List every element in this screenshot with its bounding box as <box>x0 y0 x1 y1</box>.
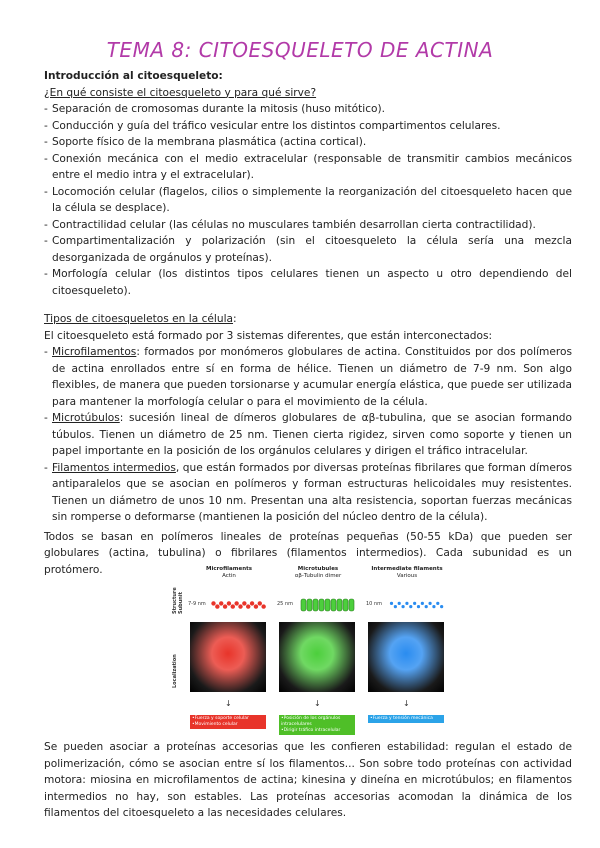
intro-list-item: - Contractilidad celular (las células no musculares también desarrollan cierta contractilidad). <box>44 217 572 234</box>
intro-heading: Introducción al citoesqueleto: <box>44 70 223 82</box>
figure-cell-micrograph <box>368 622 444 692</box>
figure-column-subunit: Various <box>396 573 418 579</box>
closing-paragraph: Se pueden asociar a proteínas accesorias que les confieren estabilidad: regulan el estado de polimerización, cómo se asocian entre sí los filamentos... Son sobre todo proteínas con actividad motora: miosina en microfilamentos de actina; kinesina y dineína en microtúbulos; en filamentos intermedios no hay, son estables. Las proteínas accesorias acomodan la dinámica de los filamentos del citoesqueleto a las necesidades celulares. <box>44 741 572 819</box>
cytoskeleton-figure <box>172 566 442 732</box>
intro-list-item: - Locomoción celular (flagelos, cilios o simplemente la reorganización del citoesqueleto hacen que la célula se desplace). <box>44 184 572 217</box>
types-list <box>44 344 572 526</box>
figure-filament-structure <box>388 598 446 612</box>
types-item-text: , que están formados por diversas proteínas fibrilares que forman dímeros antiparalelos que se asocian en polímeros y forman estructuras helicoidales muy resistentes. Tienen un diámetro de unos 10 nm. Presentan una alta resistencia, soportan fuerzas mecánicas sin romperse o deformarse (mantienen la posición del núcleo dentro de la célula). <box>52 461 572 523</box>
types-intro: El citoesqueleto está formado por 3 sistemas diferentes, que están interconectados: <box>44 329 493 342</box>
types-item-text: : formados por monómeros globulares de actina. Constituidos por dos polímeros de actina enrollados entre sí en forma de hélice. Tienen un diámetro de 7-9 nm. Son algo flexibles, de manera que pueden torsionarse y acumular energía elástica, que puede ser utilizada para mantener la morfología celular o para el movimiento de la célula. <box>52 346 572 408</box>
types-section <box>44 311 572 578</box>
figure-filament-structure <box>299 598 357 612</box>
types-list-item <box>44 344 572 410</box>
types-list-item <box>44 460 572 526</box>
types-item-text: : sucesión lineal de dímeros globulares de αβ-tubulina, que se asocian formando túbulos. Tienen un diámetro de 25 nm. Tienen cierta rigidez, sirven como soporte y tienen un papel importante en la posición de los orgánulos celulares y dirigen el tráfico intracelular. <box>52 412 572 457</box>
figure-column-header <box>364 566 450 580</box>
intro-list-item: - Conexión mecánica con el medio extracelular (responsable de transmitir cambios mecánicos entre el medio intra y el extracelular). <box>44 151 572 184</box>
figure-function-box: •Fuerza y tensión mecánica <box>368 715 444 723</box>
types-summary: Todos se basan en polímeros lineales de proteínas pequeñas (50-55 kDa) que pueden ser globulares (actina, tubulina) o fibrilares (filamentos intermedios). Cada subunidad es un protómero. <box>44 530 572 576</box>
intro-question: ¿En qué consiste el citoesqueleto y para qué sirve? <box>44 86 317 99</box>
types-item-term: Microfilamentos <box>52 346 137 358</box>
figure-arrow-icon: ↓ <box>314 699 321 708</box>
types-heading: Tipos de citoesqueletos en la célula <box>44 313 234 325</box>
types-heading-suffix: : <box>233 313 237 325</box>
figure-diameter-label: 25 nm <box>277 601 293 607</box>
types-list-item <box>44 410 572 460</box>
figure-function-box: •Fuerza y soporte celular •Movimiento celular <box>190 715 266 729</box>
types-heading-line <box>44 311 572 328</box>
figure-cell-micrograph <box>279 622 355 692</box>
intro-section <box>44 68 572 299</box>
figure-column <box>275 566 361 580</box>
figure-column-header <box>275 566 361 580</box>
figure-column-header <box>186 566 272 580</box>
figure-column <box>186 566 272 580</box>
figure-side-label-top: Structure Subunit <box>172 587 184 614</box>
figure-column <box>364 566 450 580</box>
figure-cell-micrograph <box>190 622 266 692</box>
figure-arrow-icon: ↓ <box>225 699 232 708</box>
intro-list <box>44 101 572 299</box>
figure-column-subunit: αβ-Tubulin dimer <box>294 573 342 579</box>
figure-function-box: •Posición de los orgánulos intracelulares •Dirigir tráfico intracelular <box>279 715 355 735</box>
figure-arrow-icon: ↓ <box>403 699 410 708</box>
figure-column-name: Microtubules <box>297 566 339 572</box>
page-title: TEMA 8: CITOESQUELETO DE ACTINA <box>106 38 494 62</box>
intro-list-item: - Soporte físico de la membrana plasmática (actina cortical). <box>44 134 572 151</box>
figure-filament-structure <box>210 598 268 612</box>
types-item-term: Microtúbulos <box>52 412 120 424</box>
figure-column-name: Intermediate filaments <box>371 566 443 572</box>
figure-column-subunit: Actin <box>222 573 236 579</box>
intro-list-item: - Compartimentalización y polarización (sin el citoesqueleto la célula sería una mezcla desorganizada de orgánulos y proteínas). <box>44 233 572 266</box>
intro-list-item: - Separación de cromosomas durante la mitosis (huso mitótico). <box>44 101 572 118</box>
intro-list-item: - Morfología celular (los distintos tipos celulares tienen un aspecto u otro dependiendo del citoesqueleto). <box>44 266 572 299</box>
intro-list-item: - Conducción y guía del tráfico vesicular entre los distintos compartimentos celulares. <box>44 118 572 135</box>
figure-diameter-label: 7-9 nm <box>188 601 206 607</box>
figure-side-label-bottom: Localization <box>172 654 178 688</box>
figure-column-name: Microfilaments <box>205 566 253 572</box>
types-item-term: Filamentos intermedios <box>52 461 176 474</box>
figure-diameter-label: 10 nm <box>366 601 382 607</box>
